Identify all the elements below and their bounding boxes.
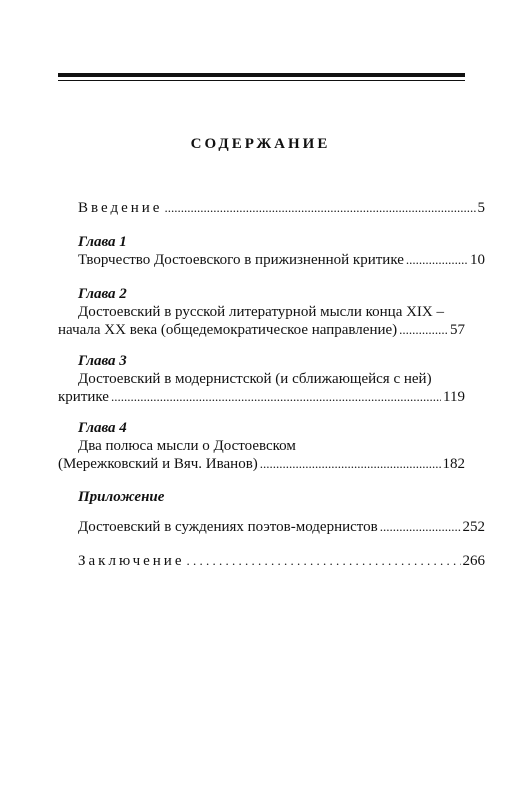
chapter-4-title-line2: (Мережковский и Вяч. Иванов) [58,456,258,472]
toc-entry-chapter-2[interactable] [58,321,465,339]
chapter-2-page: 57 [450,322,465,338]
toc-entry-chapter-4[interactable] [58,455,465,473]
leader-dots [187,552,461,570]
chapter-2-heading: Глава 2 [78,286,127,302]
toc-entry-chapter-3[interactable] [58,388,465,406]
chapter-3-title-line2: критике [58,389,109,405]
toc-entry-chapter-1[interactable] [58,251,485,269]
leader-dots [260,455,441,473]
conclusion-page: 266 [462,553,485,569]
chapter-4-page: 182 [442,456,465,472]
chapter-1-title: Творчество Достоевского в прижизненной критике [78,252,404,268]
leader-dots [406,251,468,269]
chapter-3-page: 119 [443,389,465,405]
chapter-1-heading: Глава 1 [78,234,127,250]
toc-entry-intro[interactable] [58,199,485,217]
chapter-2-title-line2: начала XX века (общедемократическое направление) [58,322,398,338]
leader-dots [380,518,461,536]
toc-entry-appendix[interactable] [58,518,485,536]
chapter-3-heading: Глава 3 [78,353,127,369]
chapter-1-page: 10 [470,252,485,268]
chapter-4-title-line1: Два полюса мысли о Достоевском [78,438,296,454]
appendix-title: Достоевский в суждениях поэтов-модернистов [78,519,378,535]
chapter-2-title-line1: Достоевский в русской литературной мысли конца XIX – [78,304,445,320]
header-rule-thick [58,73,465,77]
conclusion-label: Заключение [78,553,185,569]
chapter-4-heading: Глава 4 [78,420,127,436]
intro-page: 5 [477,200,485,216]
appendix-heading: Приложение [78,489,165,505]
appendix-page: 252 [462,519,485,535]
toc-entry-conclusion[interactable] [58,552,485,570]
leader-dots [164,199,475,217]
intro-label: Введение [78,200,163,216]
header-rule-thin [58,80,465,81]
chapter-3-title-line1: Достоевский в модернистской (и сближающейся с ней) [78,371,432,387]
leader-dots [111,388,441,406]
leader-dots [399,321,448,339]
toc-title: СОДЕРЖАНИЕ [190,136,331,152]
